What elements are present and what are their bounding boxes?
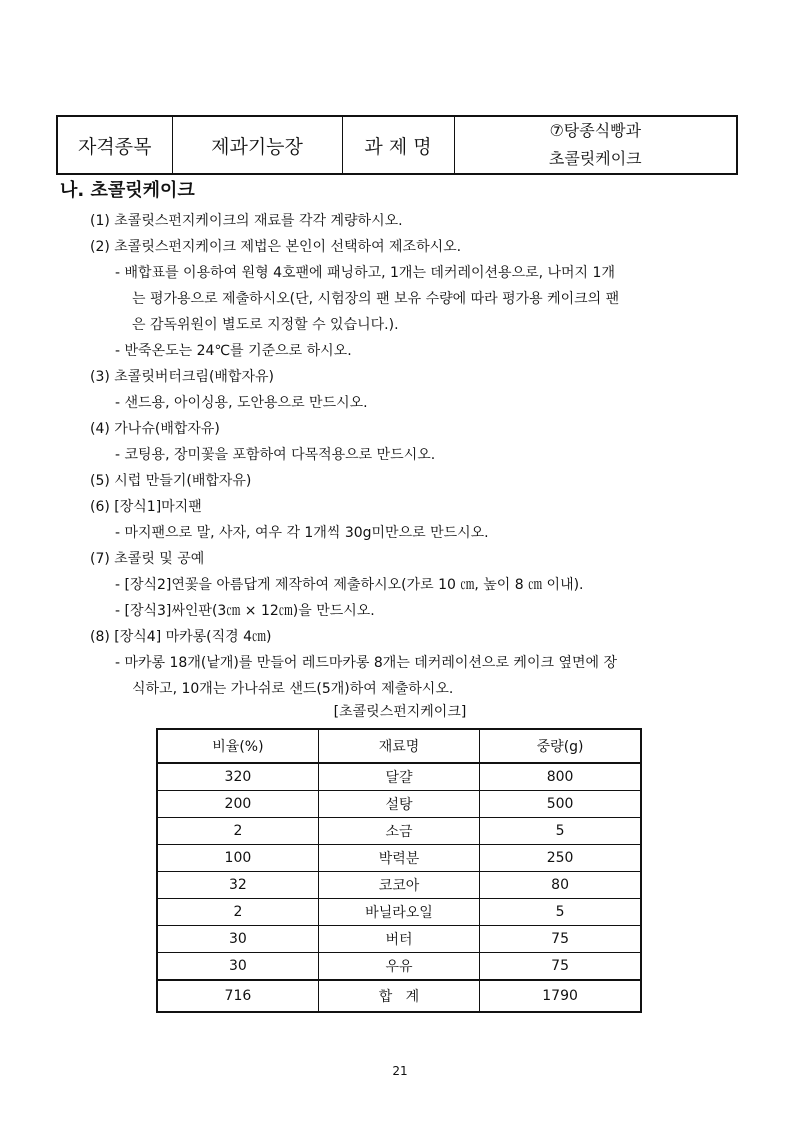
total-weight: 1790 — [480, 980, 641, 1012]
table-total-row — [157, 980, 641, 1012]
table-row — [157, 899, 641, 926]
subject-line-2: 초콜릿케이크 — [548, 149, 642, 168]
header-ingredient: 재료명 — [318, 729, 479, 763]
instruction-5: (5) 시럽 만들기(배합자유) — [90, 473, 252, 489]
cell-ingredient: 우유 — [318, 953, 479, 981]
cell-ratio: 30 — [157, 926, 318, 953]
instruction-8: (8) [장식4] 마카롱(직경 4㎝) — [90, 629, 272, 645]
subject-line-1: ⑦탕종식빵과 — [549, 121, 642, 140]
instruction-7: (7) 초콜릿 및 공예 — [90, 551, 205, 567]
instruction-6: (6) [장식1]마지팬 — [90, 499, 202, 515]
table-row — [157, 763, 641, 791]
instruction-7-detail-1: - [장식2]연꽃을 아름답게 제작하여 제출하시오(가로 10 ㎝, 높이 8 ㎝ 이내). — [115, 577, 584, 593]
cell-weight: 800 — [480, 763, 641, 791]
qualification-value: 제과기능장 — [172, 116, 342, 174]
cell-ingredient: 설탕 — [318, 791, 479, 818]
cell-ratio: 32 — [157, 872, 318, 899]
section-title: 나. 초콜릿케이크 — [60, 180, 195, 201]
cell-ingredient: 소금 — [318, 818, 479, 845]
instruction-1: (1) 초콜릿스펀지케이크의 재료를 각각 계량하시오. — [90, 213, 403, 229]
qualification-label: 자격종목 — [57, 116, 172, 174]
instruction-2-detail-1: - 배합표를 이용하여 원형 4호팬에 패닝하고, 1개는 데커레이션용으로, 나머지 1개 — [115, 265, 615, 281]
recipe-table — [156, 728, 642, 1013]
table-row — [157, 791, 641, 818]
cell-ingredient: 바닐라오일 — [318, 899, 479, 926]
cell-weight: 500 — [480, 791, 641, 818]
subject-label: 과 제 명 — [342, 116, 454, 174]
instruction-6-detail: - 마지팬으로 말, 사자, 여우 각 1개씩 30g미만으로 만드시오. — [115, 525, 489, 541]
cell-weight: 80 — [480, 872, 641, 899]
table-row — [157, 953, 641, 981]
cell-ingredient: 달걀 — [318, 763, 479, 791]
cell-weight: 5 — [480, 899, 641, 926]
page-number: 21 — [392, 1064, 408, 1078]
instruction-8-detail-cont: 식하고, 10개는 가나쉬로 샌드(5개)하여 제출하시오. — [132, 681, 454, 697]
total-ratio: 716 — [157, 980, 318, 1012]
instruction-4-detail: - 코팅용, 장미꽃을 포함하여 다목적용으로 만드시오. — [115, 447, 436, 463]
instruction-7-detail-2: - [장식3]싸인판(3㎝ × 12㎝)을 만드시오. — [115, 603, 375, 619]
table-header-row — [157, 729, 641, 763]
cell-weight: 75 — [480, 953, 641, 981]
cell-ratio: 30 — [157, 953, 318, 981]
table-row — [157, 818, 641, 845]
total-label: 합 계 — [318, 980, 479, 1012]
instruction-2: (2) 초콜릿스펀지케이크 제법은 본인이 선택하여 제조하시오. — [90, 239, 462, 255]
cell-weight: 250 — [480, 845, 641, 872]
cell-ratio: 2 — [157, 899, 318, 926]
cell-ratio: 2 — [157, 818, 318, 845]
cell-ratio: 100 — [157, 845, 318, 872]
instruction-3: (3) 초콜릿버터크림(배합자유) — [90, 369, 274, 385]
instruction-2-detail-2: - 반죽온도는 24℃를 기준으로 하시오. — [115, 343, 352, 359]
cell-weight: 75 — [480, 926, 641, 953]
instruction-3-detail: - 샌드용, 아이싱용, 도안용으로 만드시오. — [115, 395, 368, 411]
table-row — [157, 926, 641, 953]
header-weight: 중량(g) — [480, 729, 641, 763]
cell-ratio: 320 — [157, 763, 318, 791]
table-row — [157, 845, 641, 872]
cell-ingredient: 박력분 — [318, 845, 479, 872]
table-row — [157, 872, 641, 899]
header-ratio: 비율(%) — [157, 729, 318, 763]
cell-weight: 5 — [480, 818, 641, 845]
table-caption: [초콜릿스펀지케이크] — [333, 704, 467, 720]
instruction-2-detail-1-cont2: 은 감독위원이 별도로 지정할 수 있습니다.). — [132, 317, 399, 333]
header-table — [56, 115, 738, 175]
cell-ingredient: 코코아 — [318, 872, 479, 899]
instruction-8-detail: - 마카롱 18개(낱개)를 만들어 레드마카롱 8개는 데커레이션으로 케이크 옆면에 장 — [115, 655, 617, 671]
instruction-4: (4) 가나슈(배합자유) — [90, 421, 220, 437]
instruction-2-detail-1-cont: 는 평가용으로 제출하시오(단, 시험장의 팬 보유 수량에 따라 평가용 케이크의 팬 — [132, 291, 620, 307]
subject-value — [454, 116, 737, 174]
cell-ingredient: 버터 — [318, 926, 479, 953]
cell-ratio: 200 — [157, 791, 318, 818]
